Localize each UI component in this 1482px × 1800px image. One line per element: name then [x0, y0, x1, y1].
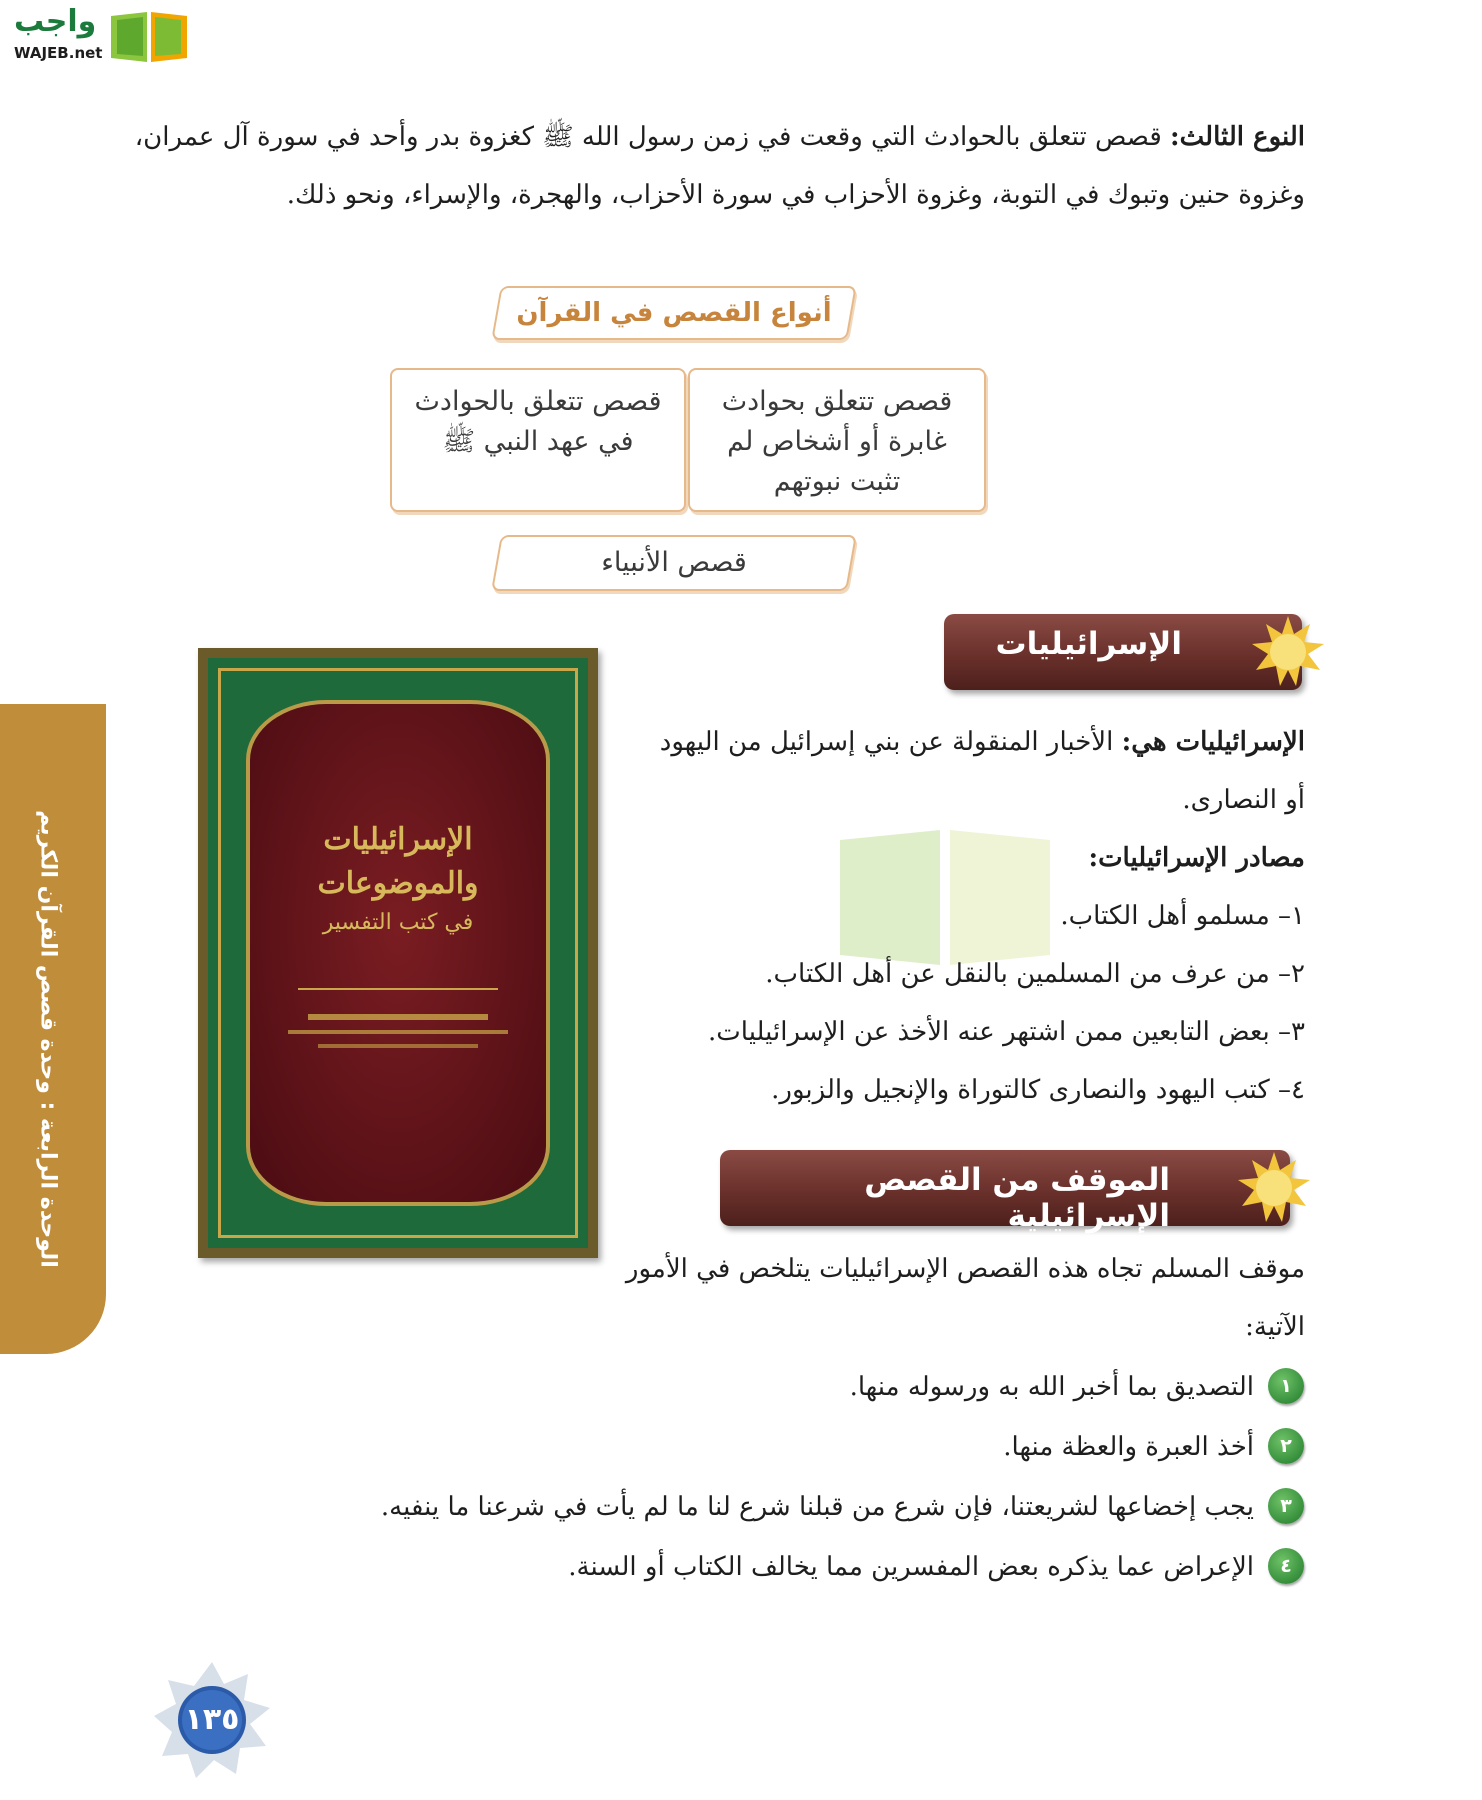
israiliyyat-definition: [630, 713, 1305, 1119]
number-badge: ٣: [1268, 1488, 1304, 1524]
intro-paragraph: [110, 108, 1305, 224]
sun-badge-icon: [1250, 614, 1326, 690]
number-badge: ١: [1268, 1368, 1304, 1404]
stance-points-list: [330, 1358, 1310, 1598]
intro-line2: وغزوة حنين وتبوك في التوبة، وغزوة الأحزاب في سورة الأحزاب، والهجرة، والإسراء، ونحو ذلك.: [286, 180, 1305, 210]
sun-badge-icon: [1236, 1150, 1312, 1226]
section-banner-stance: [720, 1150, 1290, 1234]
source-item: ٤– كتب اليهود والنصارى كالتوراة والإنجيل والزبور.: [771, 1075, 1305, 1105]
sources-heading: مصادر الإسرائيليات:: [1088, 843, 1305, 873]
point-text: أخذ العبرة والعظة منها.: [1003, 1432, 1254, 1462]
logo-word: واجب: [14, 4, 97, 39]
book-icon: [107, 8, 191, 64]
diagram-box-right: [688, 368, 986, 512]
diagram-box-left-text: قصص تتعلق بالحوادث في عهد النبي ﷺ: [414, 386, 662, 457]
book-subtitle: في كتب التفسير: [322, 910, 474, 935]
stance-intro: [620, 1240, 1305, 1356]
point-text: التصديق بما أخبر الله به ورسوله منها.: [849, 1372, 1254, 1402]
diagram-title: أنواع القصص في القرآن: [516, 298, 832, 328]
logo-sub: WAJEB.net: [14, 44, 103, 62]
stance-intro-line1: موقف المسلم تجاه هذه القصص الإسرائيليات يتلخص في الأمور: [625, 1254, 1305, 1284]
list-item: [330, 1478, 1310, 1538]
book-author-block: [288, 1008, 508, 1068]
source-item: ٢– من عرف من المسلمين بالنقل عن أهل الكتاب.: [765, 959, 1305, 989]
definition-label: الإسرائيليات هي:: [1121, 727, 1305, 757]
unit-side-tab-label: الوحدة الرابعة : وحدة قصص القرآن الكريم: [35, 810, 61, 1268]
section-heading-israiliyyat: الإسرائيليات: [995, 626, 1182, 662]
intro-label: النوع الثالث:: [1170, 122, 1305, 152]
list-item: [330, 1538, 1310, 1598]
diagram-title-box: [491, 286, 857, 340]
stance-intro-line2: الآتية:: [1245, 1312, 1305, 1342]
list-item: [330, 1418, 1310, 1478]
number-badge: ٢: [1268, 1428, 1304, 1464]
source-item: ١– مسلمو أهل الكتاب.: [1060, 901, 1305, 931]
book-title: الإسرائيليات والموضوعات: [317, 822, 479, 901]
section-banner-israiliyyat: [944, 614, 1302, 690]
intro-line1: قصص تتعلق بالحوادث التي وقعت في زمن رسول الله ﷺ كغزوة بدر وأحد في سورة آل عمران،: [134, 122, 1171, 152]
site-logo[interactable]: [12, 4, 192, 68]
unit-side-tab: [0, 704, 106, 1354]
diagram-box-right-text: قصص تتعلق بحوادث غابرة أو أشخاص لم تثبت نبوتهم: [721, 386, 953, 497]
point-text: الإعراض عما يذكره بعض المفسرين مما يخالف الكتاب أو السنة.: [568, 1552, 1254, 1582]
page-number: ١٣٥: [184, 1702, 240, 1737]
definition-text: الأخبار المنقولة عن بني إسرائيل من اليهود: [659, 727, 1122, 757]
diagram-bottom-box: [491, 535, 857, 591]
diagram-bottom-text: قصص الأنبياء: [601, 547, 747, 578]
definition-text-2: أو النصارى.: [1182, 785, 1305, 815]
book-cover-image: [198, 648, 598, 1258]
source-item: ٣– بعض التابعين ممن اشتهر عنه الأخذ عن الإسرائيليات.: [708, 1017, 1305, 1047]
list-item: [330, 1358, 1310, 1418]
section-heading-stance: الموقف من القصص الإسرائيلية: [864, 1162, 1170, 1234]
book-red-panel: [246, 700, 550, 1206]
number-badge: ٤: [1268, 1548, 1304, 1584]
point-text: يجب إخضاعها لشريعتنا، فإن شرع من قبلنا شرع لنا ما لم يأت في شرعنا ما ينفيه.: [380, 1492, 1254, 1522]
book-divider: [298, 988, 498, 990]
diagram-box-left: [390, 368, 686, 512]
page-number-badge: [152, 1660, 272, 1780]
